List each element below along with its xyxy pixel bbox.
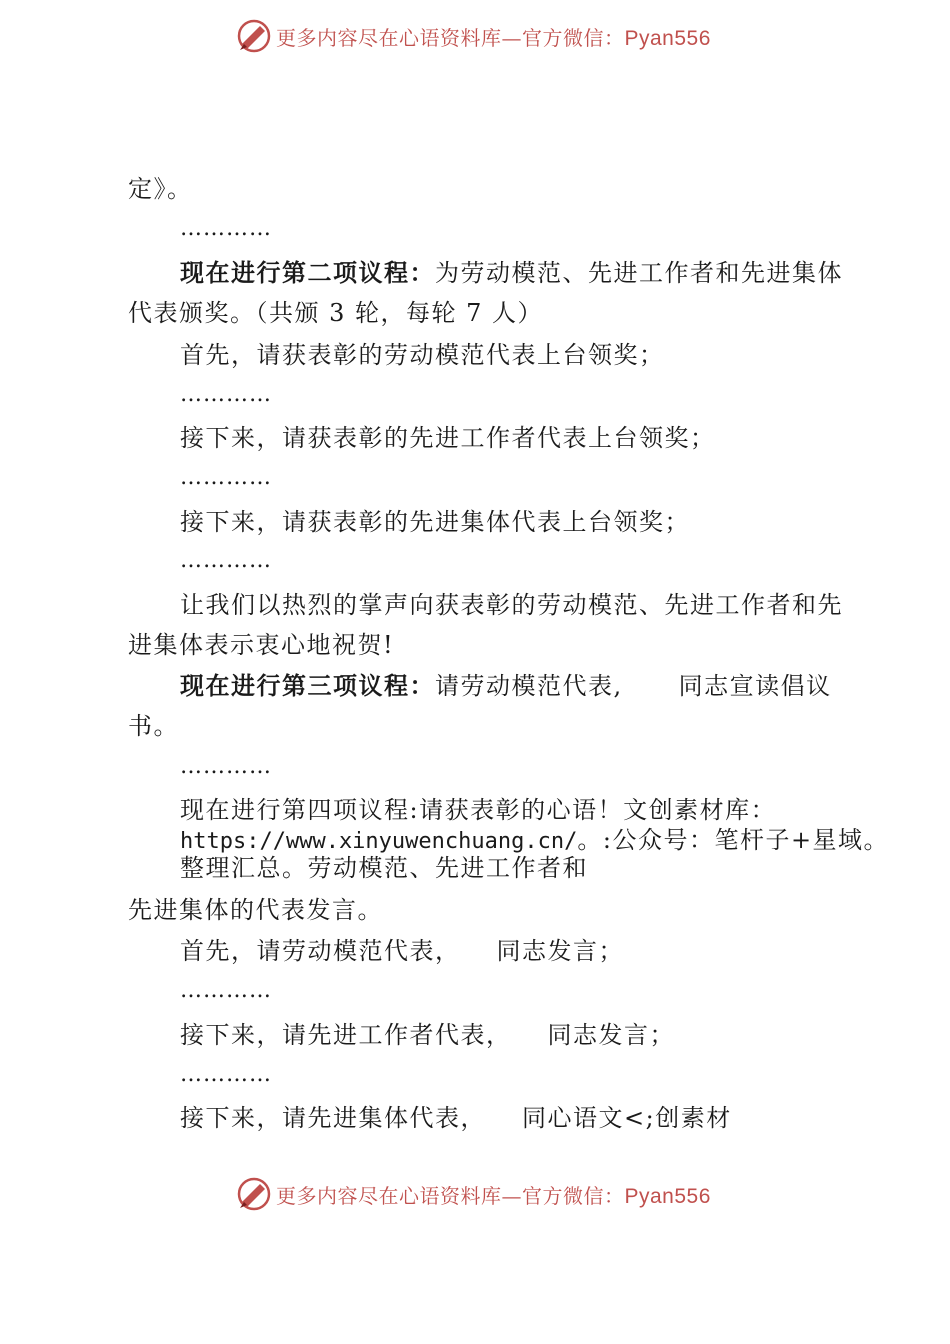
ellipsis-line: ………… [180,548,272,573]
text-line: 进集体表示衷心地祝贺! [128,631,395,659]
agenda-three-label: 现在进行第三项议程： [180,672,435,700]
text-line: 书。 [128,712,179,740]
ellipsis-line: ………… [180,978,272,1003]
footer-text [276,1180,711,1209]
speech-two-a: 接下来，请先进工作者代表， [180,1021,512,1049]
header-text [276,22,711,51]
speech-three-b: 同心语文<;创素材 [522,1104,732,1132]
agenda-two [180,258,843,288]
ellipsis-line: ………… [180,465,272,490]
pen-logo-icon [236,1176,272,1212]
speech-three-a: 接下来，请先进集体代表， [180,1104,486,1132]
ellipsis-line: ………… [180,382,272,407]
agenda-two-text: 为劳动模范、先进工作者和先进集体 [435,259,843,287]
agenda-two-label: 现在进行第二项议程： [180,259,435,287]
footer-banner [236,1174,736,1214]
source-url-link[interactable]: https://www.xinyuwenchuang.cn/ [180,829,578,854]
ellipsis-line: ………… [180,1062,272,1087]
agenda-three-text-a: 请劳动模范代表, [435,672,623,700]
agenda-four-url-tail: 。:公众号：笔杆子+星域。 [577,826,890,854]
header-wechat-id: Pyan556 [624,26,711,50]
agenda-three [180,671,832,701]
text-line: 定》。 [128,175,193,203]
footer-separator: — [501,1183,522,1208]
agenda-four-line1: 现在进行第四项议程:请获表彰的心语！文创素材库： [180,796,777,824]
ellipsis-line: ………… [180,216,272,241]
header-separator: — [501,25,522,50]
text-line: 代表颁奖。（共颁 3 轮，每轮 7 人） [128,299,544,327]
text-line: 接下来，请获表彰的先进集体代表上台领奖； [180,508,690,536]
footer-wechat-label: 官方微信： [522,1183,625,1208]
speech-two [180,1020,675,1050]
speech-one-b: 同志发言； [496,937,624,965]
header-banner [236,16,736,56]
agenda-four-line3: 整理汇总。劳动模范、先进工作者和 [180,854,588,882]
header-slogan: 更多内容尽在心语资料库 [276,25,502,50]
agenda-three-text-b: 同志宣读倡议 [678,672,832,700]
footer-wechat-id: Pyan556 [624,1184,711,1208]
speech-three [180,1103,732,1133]
text-line: 接下来，请获表彰的先进工作者代表上台领奖； [180,424,716,452]
pen-logo-icon [236,18,272,54]
speech-one [180,936,624,966]
text-line: 先进集体的代表发言。 [128,896,383,924]
header-wechat-label: 官方微信： [522,25,625,50]
speech-two-b: 同志发言； [547,1021,675,1049]
speech-one-a: 首先，请劳动模范代表， [180,937,461,965]
text-line: 首先，请获表彰的劳动模范代表上台领奖； [180,341,665,369]
text-line: 让我们以热烈的掌声向获表彰的劳动模范、先进工作者和先 [180,591,843,619]
ellipsis-line: ………… [180,754,272,779]
footer-slogan: 更多内容尽在心语资料库 [276,1183,502,1208]
